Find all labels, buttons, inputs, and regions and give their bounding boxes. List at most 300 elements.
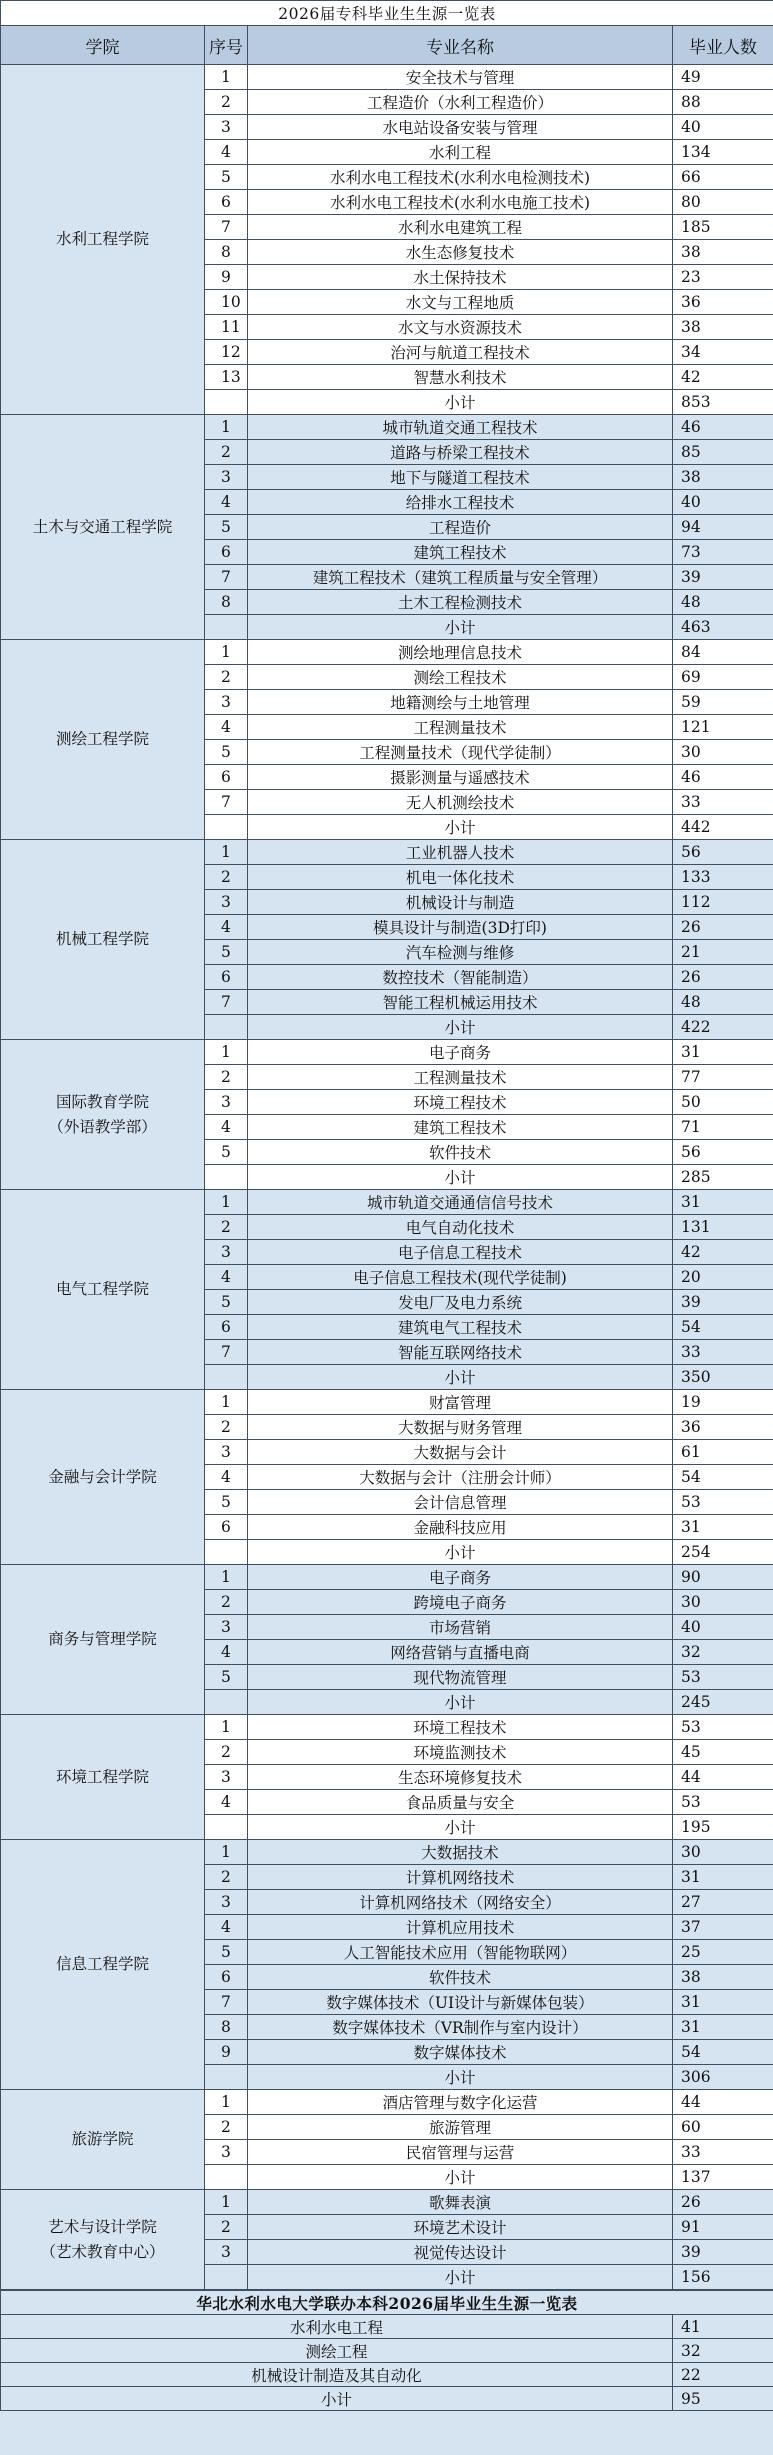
major-seq: 1	[205, 840, 248, 865]
major-name: 数控技术（智能制造）	[248, 965, 673, 990]
major-name: 建筑电气工程技术	[248, 1315, 673, 1340]
major-seq: 1	[205, 640, 248, 665]
joint-row	[1, 2363, 773, 2387]
major-name: 无人机测绘技术	[248, 790, 673, 815]
major-seq: 6	[205, 1965, 248, 1990]
table-row	[1, 1840, 773, 1865]
major-seq: 4	[205, 140, 248, 165]
major-seq: 2	[205, 1865, 248, 1890]
major-name: 地籍测绘与土地管理	[248, 690, 673, 715]
major-count: 44	[673, 1765, 773, 1790]
major-name: 工业机器人技术	[248, 840, 673, 865]
college-name: 土木与交通工程学院	[1, 415, 205, 640]
major-name: 电子商务	[248, 1040, 673, 1065]
table-row	[1, 2190, 773, 2215]
college-name: 商务与管理学院	[1, 1565, 205, 1715]
major-seq: 1	[205, 1040, 248, 1065]
major-count: 85	[673, 440, 773, 465]
major-name: 酒店管理与数字化运营	[248, 2090, 673, 2115]
table-row	[1, 1390, 773, 1415]
major-seq: 1	[205, 2090, 248, 2115]
major-count: 38	[673, 465, 773, 490]
table-row	[1, 415, 773, 440]
major-name: 测绘工程技术	[248, 665, 673, 690]
joint-major-name: 水利水电工程	[1, 2315, 673, 2339]
major-name: 水生态修复技术	[248, 240, 673, 265]
major-count: 94	[673, 515, 773, 540]
subtotal-seq-cell	[205, 2165, 248, 2190]
major-name: 安全技术与管理	[248, 65, 673, 90]
major-seq: 3	[205, 690, 248, 715]
major-seq: 3	[205, 115, 248, 140]
major-seq: 10	[205, 290, 248, 315]
major-seq: 1	[205, 415, 248, 440]
major-name: 软件技术	[248, 1140, 673, 1165]
major-count: 21	[673, 940, 773, 965]
major-count: 73	[673, 540, 773, 565]
major-name: 模具设计与制造(3D打印)	[248, 915, 673, 940]
major-count: 54	[673, 1315, 773, 1340]
subtotal-value: 853	[673, 390, 773, 415]
major-seq: 2	[205, 440, 248, 465]
major-count: 44	[673, 2090, 773, 2115]
table-row	[1, 1715, 773, 1740]
major-seq: 6	[205, 540, 248, 565]
subtotal-value: 245	[673, 1690, 773, 1715]
major-count: 40	[673, 115, 773, 140]
joint-major-name: 测绘工程	[1, 2339, 673, 2363]
major-name: 智能工程机械运用技术	[248, 990, 673, 1015]
subtotal-value: 285	[673, 1165, 773, 1190]
major-seq: 3	[205, 1240, 248, 1265]
subtotal-value: 350	[673, 1365, 773, 1390]
major-seq: 5	[205, 1490, 248, 1515]
major-count: 53	[673, 1790, 773, 1815]
major-name: 环境工程技术	[248, 1715, 673, 1740]
major-count: 56	[673, 840, 773, 865]
major-count: 42	[673, 365, 773, 390]
major-count: 26	[673, 915, 773, 940]
major-seq: 2	[205, 1740, 248, 1765]
major-name: 环境艺术设计	[248, 2215, 673, 2240]
college-name: 水利工程学院	[1, 65, 205, 415]
major-name: 工程测量技术	[248, 715, 673, 740]
major-seq: 5	[205, 1140, 248, 1165]
college-name: 环境工程学院	[1, 1715, 205, 1840]
major-name: 机电一体化技术	[248, 865, 673, 890]
joint-subtotal-row	[1, 2387, 773, 2411]
subtotal-label: 小计	[248, 1165, 673, 1190]
major-seq: 8	[205, 2015, 248, 2040]
table-row	[1, 65, 773, 90]
subtotal-value: 254	[673, 1540, 773, 1565]
major-seq: 5	[205, 1290, 248, 1315]
subtotal-value: 195	[673, 1815, 773, 1840]
subtotal-seq-cell	[205, 1015, 248, 1040]
joint-title-row	[1, 2291, 773, 2315]
major-count: 91	[673, 2215, 773, 2240]
major-seq: 5	[205, 1665, 248, 1690]
major-name: 电子信息工程技术	[248, 1240, 673, 1265]
major-count: 121	[673, 715, 773, 740]
major-name: 给排水工程技术	[248, 490, 673, 515]
header-row	[1, 26, 773, 65]
major-seq: 3	[205, 2140, 248, 2165]
subtotal-seq-cell	[205, 615, 248, 640]
major-name: 食品质量与安全	[248, 1790, 673, 1815]
major-count: 185	[673, 215, 773, 240]
major-seq: 4	[205, 1465, 248, 1490]
major-name: 财富管理	[248, 1390, 673, 1415]
major-name: 大数据技术	[248, 1840, 673, 1865]
major-seq: 9	[205, 265, 248, 290]
major-name: 地下与隧道工程技术	[248, 465, 673, 490]
major-seq: 2	[205, 2215, 248, 2240]
major-count: 30	[673, 1590, 773, 1615]
major-seq: 2	[205, 1065, 248, 1090]
major-count: 25	[673, 1940, 773, 1965]
major-name: 电子商务	[248, 1565, 673, 1590]
joint-major-name: 机械设计制造及其自动化	[1, 2363, 673, 2387]
major-seq: 3	[205, 1440, 248, 1465]
major-name: 生态环境修复技术	[248, 1765, 673, 1790]
major-name: 计算机网络技术	[248, 1865, 673, 1890]
major-name: 汽车检测与维修	[248, 940, 673, 965]
joint-major-count: 41	[673, 2315, 773, 2339]
major-count: 30	[673, 740, 773, 765]
major-seq: 5	[205, 515, 248, 540]
college-name: 测绘工程学院	[1, 640, 205, 840]
table-row	[1, 640, 773, 665]
major-name: 人工智能技术应用（智能物联网）	[248, 1940, 673, 1965]
major-name: 工程造价	[248, 515, 673, 540]
major-seq: 1	[205, 1190, 248, 1215]
major-count: 30	[673, 1840, 773, 1865]
major-name: 工程测量技术	[248, 1065, 673, 1090]
major-seq: 1	[205, 2190, 248, 2215]
major-name: 水文与水资源技术	[248, 315, 673, 340]
major-count: 31	[673, 1515, 773, 1540]
major-count: 26	[673, 965, 773, 990]
subtotal-label: 小计	[248, 2065, 673, 2090]
major-name: 大数据与财务管理	[248, 1415, 673, 1440]
major-seq: 5	[205, 940, 248, 965]
major-count: 80	[673, 190, 773, 215]
major-seq: 1	[205, 65, 248, 90]
major-seq: 4	[205, 1640, 248, 1665]
joint-title: 华北水利水电大学联办本科2026届毕业生生源一览表	[1, 2291, 773, 2315]
major-seq: 2	[205, 865, 248, 890]
major-name: 跨境电子商务	[248, 1590, 673, 1615]
major-count: 49	[673, 65, 773, 90]
major-count: 133	[673, 865, 773, 890]
major-name: 智能互联网络技术	[248, 1340, 673, 1365]
major-seq: 6	[205, 965, 248, 990]
major-count: 88	[673, 90, 773, 115]
table-row	[1, 840, 773, 865]
major-seq: 4	[205, 1915, 248, 1940]
major-count: 134	[673, 140, 773, 165]
subtotal-label: 小计	[248, 615, 673, 640]
major-count: 60	[673, 2115, 773, 2140]
title-row	[1, 1, 773, 26]
table-row	[1, 2090, 773, 2115]
major-seq: 6	[205, 190, 248, 215]
major-seq: 7	[205, 990, 248, 1015]
major-seq: 4	[205, 1265, 248, 1290]
subtotal-seq-cell	[205, 1165, 248, 1190]
major-seq: 4	[205, 915, 248, 940]
major-count: 31	[673, 1865, 773, 1890]
major-seq: 1	[205, 1840, 248, 1865]
major-name: 数字媒体技术（UI设计与新媒体包装）	[248, 1990, 673, 2015]
major-name: 建筑工程技术	[248, 1115, 673, 1140]
major-count: 53	[673, 1665, 773, 1690]
major-count: 61	[673, 1440, 773, 1465]
major-seq: 3	[205, 2240, 248, 2265]
major-seq: 6	[205, 1315, 248, 1340]
major-name: 旅游管理	[248, 2115, 673, 2140]
major-seq: 2	[205, 1590, 248, 1615]
major-seq: 3	[205, 1890, 248, 1915]
major-name: 歌舞表演	[248, 2190, 673, 2215]
major-count: 48	[673, 990, 773, 1015]
major-name: 计算机网络技术（网络安全）	[248, 1890, 673, 1915]
major-name: 道路与桥梁工程技术	[248, 440, 673, 465]
major-count: 71	[673, 1115, 773, 1140]
college-name: 信息工程学院	[1, 1840, 205, 2090]
subtotal-seq-cell	[205, 1540, 248, 1565]
subtotal-seq-cell	[205, 1365, 248, 1390]
major-seq: 2	[205, 1415, 248, 1440]
major-count: 33	[673, 790, 773, 815]
subtotal-value: 156	[673, 2265, 773, 2290]
college-name: 电气工程学院	[1, 1190, 205, 1390]
major-count: 33	[673, 1340, 773, 1365]
page-title: 2026届专科毕业生生源一览表	[1, 1, 773, 26]
major-seq: 5	[205, 1940, 248, 1965]
major-name: 水利工程	[248, 140, 673, 165]
header-count: 毕业人数	[673, 26, 773, 65]
joint-row	[1, 2315, 773, 2339]
major-name: 摄影测量与遥感技术	[248, 765, 673, 790]
major-seq: 8	[205, 240, 248, 265]
subtotal-seq-cell	[205, 1815, 248, 1840]
major-count: 39	[673, 565, 773, 590]
major-seq: 4	[205, 490, 248, 515]
major-seq: 12	[205, 340, 248, 365]
major-seq: 3	[205, 1090, 248, 1115]
major-name: 水利水电建筑工程	[248, 215, 673, 240]
subtotal-value: 442	[673, 815, 773, 840]
major-name: 工程造价（水利工程造价）	[248, 90, 673, 115]
joint-major-count: 32	[673, 2339, 773, 2363]
major-count: 42	[673, 1240, 773, 1265]
major-seq: 2	[205, 1215, 248, 1240]
major-count: 38	[673, 1965, 773, 1990]
major-seq: 2	[205, 90, 248, 115]
major-name: 城市轨道交通通信信号技术	[248, 1190, 673, 1215]
major-count: 46	[673, 765, 773, 790]
college-name: 旅游学院	[1, 2090, 205, 2190]
joint-subtotal-value: 95	[673, 2387, 773, 2411]
subtotal-value: 137	[673, 2165, 773, 2190]
major-count: 36	[673, 1415, 773, 1440]
major-name: 水文与工程地质	[248, 290, 673, 315]
major-count: 27	[673, 1890, 773, 1915]
major-count: 50	[673, 1090, 773, 1115]
major-seq: 7	[205, 565, 248, 590]
major-name: 环境监测技术	[248, 1740, 673, 1765]
major-seq: 9	[205, 2040, 248, 2065]
subtotal-label: 小计	[248, 2165, 673, 2190]
major-count: 66	[673, 165, 773, 190]
major-seq: 3	[205, 1615, 248, 1640]
major-name: 数字媒体技术	[248, 2040, 673, 2065]
major-name: 市场营销	[248, 1615, 673, 1640]
major-name: 电气自动化技术	[248, 1215, 673, 1240]
college-name: 国际教育学院 （外语教学部）	[1, 1040, 205, 1190]
major-count: 31	[673, 1040, 773, 1065]
major-name: 发电厂及电力系统	[248, 1290, 673, 1315]
major-name: 工程测量技术（现代学徒制）	[248, 740, 673, 765]
major-count: 131	[673, 1215, 773, 1240]
major-count: 46	[673, 415, 773, 440]
joint-row	[1, 2339, 773, 2363]
major-seq: 5	[205, 740, 248, 765]
college-name: 艺术与设计学院 （艺术教育中心）	[1, 2190, 205, 2290]
major-count: 59	[673, 690, 773, 715]
major-seq: 3	[205, 465, 248, 490]
subtotal-label: 小计	[248, 815, 673, 840]
major-count: 53	[673, 1715, 773, 1740]
major-name: 治河与航道工程技术	[248, 340, 673, 365]
major-count: 31	[673, 1990, 773, 2015]
major-seq: 1	[205, 1390, 248, 1415]
major-seq: 7	[205, 790, 248, 815]
major-name: 现代物流管理	[248, 1665, 673, 1690]
major-seq: 4	[205, 1115, 248, 1140]
major-count: 40	[673, 490, 773, 515]
major-seq: 5	[205, 165, 248, 190]
major-name: 大数据与会计	[248, 1440, 673, 1465]
subtotal-label: 小计	[248, 1540, 673, 1565]
major-seq: 1	[205, 1565, 248, 1590]
major-count: 112	[673, 890, 773, 915]
major-count: 39	[673, 2240, 773, 2265]
major-name: 大数据与会计（注册会计师）	[248, 1465, 673, 1490]
major-name: 民宿管理与运营	[248, 2140, 673, 2165]
subtotal-seq-cell	[205, 1690, 248, 1715]
subtotal-label: 小计	[248, 1690, 673, 1715]
major-name: 机械设计与制造	[248, 890, 673, 915]
header-major: 专业名称	[248, 26, 673, 65]
major-count: 20	[673, 1265, 773, 1290]
table-row	[1, 1565, 773, 1590]
major-seq: 2	[205, 665, 248, 690]
major-count: 56	[673, 1140, 773, 1165]
major-seq: 3	[205, 890, 248, 915]
subtotal-value: 306	[673, 2065, 773, 2090]
major-count: 26	[673, 2190, 773, 2215]
major-seq: 13	[205, 365, 248, 390]
major-count: 40	[673, 1615, 773, 1640]
major-count: 38	[673, 240, 773, 265]
major-name: 软件技术	[248, 1965, 673, 1990]
major-count: 32	[673, 1640, 773, 1665]
joint-major-count: 22	[673, 2363, 773, 2387]
major-seq: 6	[205, 1515, 248, 1540]
major-seq: 8	[205, 590, 248, 615]
major-seq: 1	[205, 1715, 248, 1740]
major-count: 54	[673, 2040, 773, 2065]
major-count: 90	[673, 1565, 773, 1590]
major-count: 39	[673, 1290, 773, 1315]
major-count: 34	[673, 340, 773, 365]
major-name: 水电站设备安装与管理	[248, 115, 673, 140]
subtotal-seq-cell	[205, 390, 248, 415]
subtotal-seq-cell	[205, 815, 248, 840]
major-name: 水利水电工程技术(水利水电施工技术)	[248, 190, 673, 215]
major-count: 54	[673, 1465, 773, 1490]
major-name: 土木工程检测技术	[248, 590, 673, 615]
major-name: 水土保持技术	[248, 265, 673, 290]
major-count: 37	[673, 1915, 773, 1940]
major-count: 38	[673, 315, 773, 340]
major-name: 视觉传达设计	[248, 2240, 673, 2265]
major-seq: 6	[205, 765, 248, 790]
major-name: 建筑工程技术（建筑工程质量与安全管理）	[248, 565, 673, 590]
major-seq: 7	[205, 215, 248, 240]
major-count: 69	[673, 665, 773, 690]
major-count: 45	[673, 1740, 773, 1765]
major-name: 网络营销与直播电商	[248, 1640, 673, 1665]
college-name: 金融与会计学院	[1, 1390, 205, 1565]
major-name: 城市轨道交通工程技术	[248, 415, 673, 440]
major-seq: 7	[205, 1990, 248, 2015]
major-count: 33	[673, 2140, 773, 2165]
major-count: 31	[673, 1190, 773, 1215]
joint-subtotal-label: 小计	[1, 2387, 673, 2411]
table-row	[1, 1040, 773, 1065]
subtotal-label: 小计	[248, 1365, 673, 1390]
subtotal-value: 463	[673, 615, 773, 640]
major-name: 数字媒体技术（VR制作与室内设计）	[248, 2015, 673, 2040]
major-count: 19	[673, 1390, 773, 1415]
header-seq: 序号	[205, 26, 248, 65]
major-count: 48	[673, 590, 773, 615]
major-name: 建筑工程技术	[248, 540, 673, 565]
major-seq: 4	[205, 715, 248, 740]
major-seq: 4	[205, 1790, 248, 1815]
header-college: 学院	[1, 26, 205, 65]
major-count: 36	[673, 290, 773, 315]
table-row	[1, 1190, 773, 1215]
college-name: 机械工程学院	[1, 840, 205, 1040]
major-name: 金融科技应用	[248, 1515, 673, 1540]
major-name: 环境工程技术	[248, 1090, 673, 1115]
major-name: 计算机应用技术	[248, 1915, 673, 1940]
subtotal-seq-cell	[205, 2265, 248, 2290]
major-name: 智慧水利技术	[248, 365, 673, 390]
major-seq: 7	[205, 1340, 248, 1365]
major-count: 77	[673, 1065, 773, 1090]
subtotal-label: 小计	[248, 1815, 673, 1840]
subtotal-seq-cell	[205, 2065, 248, 2090]
subtotal-label: 小计	[248, 2265, 673, 2290]
subtotal-label: 小计	[248, 390, 673, 415]
subtotal-label: 小计	[248, 1015, 673, 1040]
